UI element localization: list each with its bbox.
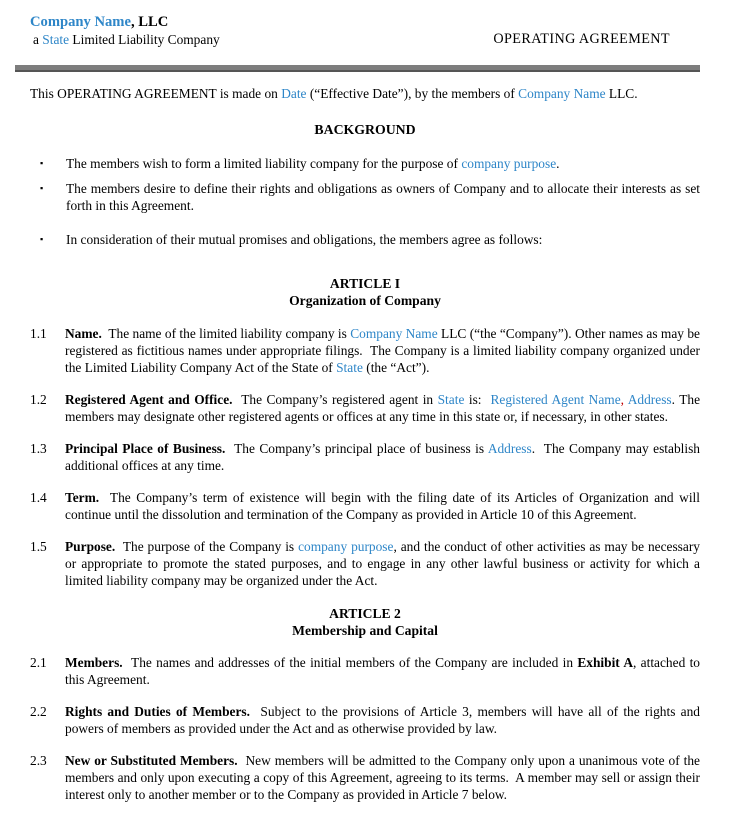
text-segment: New members will be admitted to the Company only upon a unanimous vote of the members and only upon executing a copy of this Agreement, agreeing to its terms. A member may sell or assign their interest only to another member or to the Company as provided in Article 7 below. bbox=[65, 753, 700, 802]
section-body bbox=[65, 325, 700, 376]
section-term: Name. bbox=[65, 326, 102, 341]
section-term: Rights and Duties of Members. bbox=[65, 704, 250, 719]
placeholder-field-date[interactable]: Date bbox=[281, 86, 307, 101]
text-segment: , bbox=[620, 392, 624, 407]
bullet-icon: ▪ bbox=[40, 183, 44, 193]
text-segment: (the “Act”). bbox=[362, 360, 430, 375]
placeholder-field-address[interactable]: Address bbox=[627, 392, 672, 407]
placeholder-field-company-name[interactable]: Company Name bbox=[350, 326, 438, 341]
text-segment: The name of the limited liability company is bbox=[101, 326, 351, 341]
section-number: 2.3 bbox=[30, 753, 47, 768]
text-segment: The Company’s registered agent in bbox=[232, 392, 438, 407]
article-title: ARTICLE I bbox=[329, 276, 401, 291]
section-body bbox=[65, 703, 700, 737]
company-name-line bbox=[30, 14, 220, 31]
text-segment: . bbox=[556, 156, 560, 171]
text-segment: . The members may designate other registered agents or offices at any time in this state or, if necessary, in other states. bbox=[65, 392, 701, 424]
section-body bbox=[65, 752, 700, 803]
section-term: New or Substituted Members. bbox=[65, 753, 238, 768]
section-body bbox=[65, 440, 700, 474]
exhibit-reference: Exhibit A bbox=[577, 655, 633, 670]
document-title: OPERATING AGREEMENT bbox=[493, 31, 670, 47]
text-segment: The members desire to define their rights and obligations as owners of Company and to allocate their interests as set forth in this Agreement. bbox=[66, 181, 700, 213]
document-header bbox=[30, 14, 700, 48]
section-number: 1.4 bbox=[30, 490, 47, 505]
section-term: Registered Agent and Office. bbox=[65, 392, 233, 407]
text-segment: . The Company may establish additional offices at any time. bbox=[65, 441, 701, 473]
section-1-1 bbox=[30, 325, 700, 376]
section-number: 2.2 bbox=[30, 704, 47, 719]
section-body bbox=[65, 654, 700, 688]
section-number: 1.2 bbox=[30, 392, 47, 407]
background-heading: BACKGROUND bbox=[314, 122, 416, 137]
section-1-5 bbox=[30, 538, 700, 589]
bullet-item-2 bbox=[30, 180, 700, 214]
text-segment: In consideration of their mutual promises and obligations, the members agree as follows: bbox=[66, 232, 543, 247]
section-number: 1.1 bbox=[30, 326, 47, 341]
horizontal-rule bbox=[15, 65, 700, 72]
text-segment: , attached to this Agreement. bbox=[65, 655, 700, 687]
section-number: 2.1 bbox=[30, 655, 47, 670]
section-1-4 bbox=[30, 489, 700, 523]
article-subtitle: Organization of Company bbox=[289, 293, 441, 308]
placeholder-field-state[interactable]: State bbox=[336, 360, 363, 375]
placeholder-field-address[interactable]: Address bbox=[487, 441, 532, 456]
text-segment: is: bbox=[464, 392, 491, 407]
bullet-text bbox=[66, 231, 700, 248]
bullet-text bbox=[66, 155, 700, 172]
text-segment: The members wish to form a limited liability company for the purpose of bbox=[66, 156, 462, 171]
section-2-2 bbox=[30, 703, 700, 737]
section-number: 1.5 bbox=[30, 539, 47, 554]
section-term: Members. bbox=[65, 655, 123, 670]
text-segment: The Company’s term of existence will begin with the filing date of its Articles of Organization and will continue until the dissolution and termination of the Company as provided in Article 10 of this Agreement. bbox=[65, 490, 700, 522]
company-block bbox=[30, 14, 220, 48]
text-segment: Subject to the provisions of Article 3, members will have all of the rights and powers of members as provided under the Act and as otherwise provided by law. bbox=[65, 704, 700, 736]
section-1-2 bbox=[30, 391, 700, 425]
text-segment: The purpose of the Company is bbox=[115, 539, 299, 554]
text-segment: The Company’s principal place of business is bbox=[225, 441, 488, 456]
section-body bbox=[65, 489, 700, 523]
subtitle-prefix: a bbox=[33, 32, 43, 47]
subtitle-rest: Limited Liability Company bbox=[69, 32, 220, 47]
article-1-heading bbox=[30, 275, 700, 309]
placeholder-field-company-purpose[interactable]: company purpose bbox=[461, 156, 557, 171]
bullet-item-3 bbox=[30, 231, 700, 248]
article-title: ARTICLE 2 bbox=[329, 606, 401, 621]
placeholder-field-state[interactable]: State bbox=[42, 32, 70, 47]
section-term: Term. bbox=[65, 490, 100, 505]
bullet-icon: ▪ bbox=[40, 158, 44, 168]
text-segment: LLC (“the “Company”). Other names as may be registered as fictitious names under appropriate filings. The Company is a limited liability company organized under the Limited Liability Company Act of the State of bbox=[65, 326, 700, 375]
company-subtitle-line bbox=[30, 31, 220, 48]
text-segment: LLC. bbox=[605, 86, 638, 101]
placeholder-field-company-purpose[interactable]: company purpose bbox=[298, 539, 394, 554]
bullet-text bbox=[66, 180, 700, 214]
section-term: Purpose. bbox=[65, 539, 116, 554]
company-suffix: , LLC bbox=[130, 14, 169, 30]
placeholder-field-company-name[interactable]: Company Name bbox=[518, 86, 606, 101]
section-2-3 bbox=[30, 752, 700, 803]
section-body bbox=[65, 538, 700, 589]
text-segment: This OPERATING AGREEMENT is made on bbox=[30, 86, 282, 101]
bullet-icon: ▪ bbox=[40, 234, 44, 244]
placeholder-field-company-name[interactable]: Company Name bbox=[30, 14, 131, 30]
section-number: 1.3 bbox=[30, 441, 47, 456]
section-body bbox=[65, 391, 700, 425]
article-2-heading bbox=[30, 605, 700, 639]
section-term: Principal Place of Business. bbox=[65, 441, 226, 456]
placeholder-field-state[interactable]: State bbox=[437, 392, 465, 407]
text-segment: (“Effective Date”), by the members of bbox=[306, 86, 519, 101]
intro-paragraph bbox=[30, 85, 700, 102]
bullet-item-1 bbox=[30, 155, 700, 172]
section-2-1 bbox=[30, 654, 700, 688]
text-segment: The names and addresses of the initial members of the Company are included in bbox=[122, 655, 578, 670]
placeholder-field-registered-agent[interactable]: Registered Agent Name bbox=[490, 392, 621, 407]
article-subtitle: Membership and Capital bbox=[292, 623, 438, 638]
text-segment: , and the conduct of other activities as may be necessary or appropriate to promote the stated purposes, and to engage in any other lawful business or activity for which a limited liability company may be organized under the Act. bbox=[65, 539, 700, 588]
section-1-3 bbox=[30, 440, 700, 474]
